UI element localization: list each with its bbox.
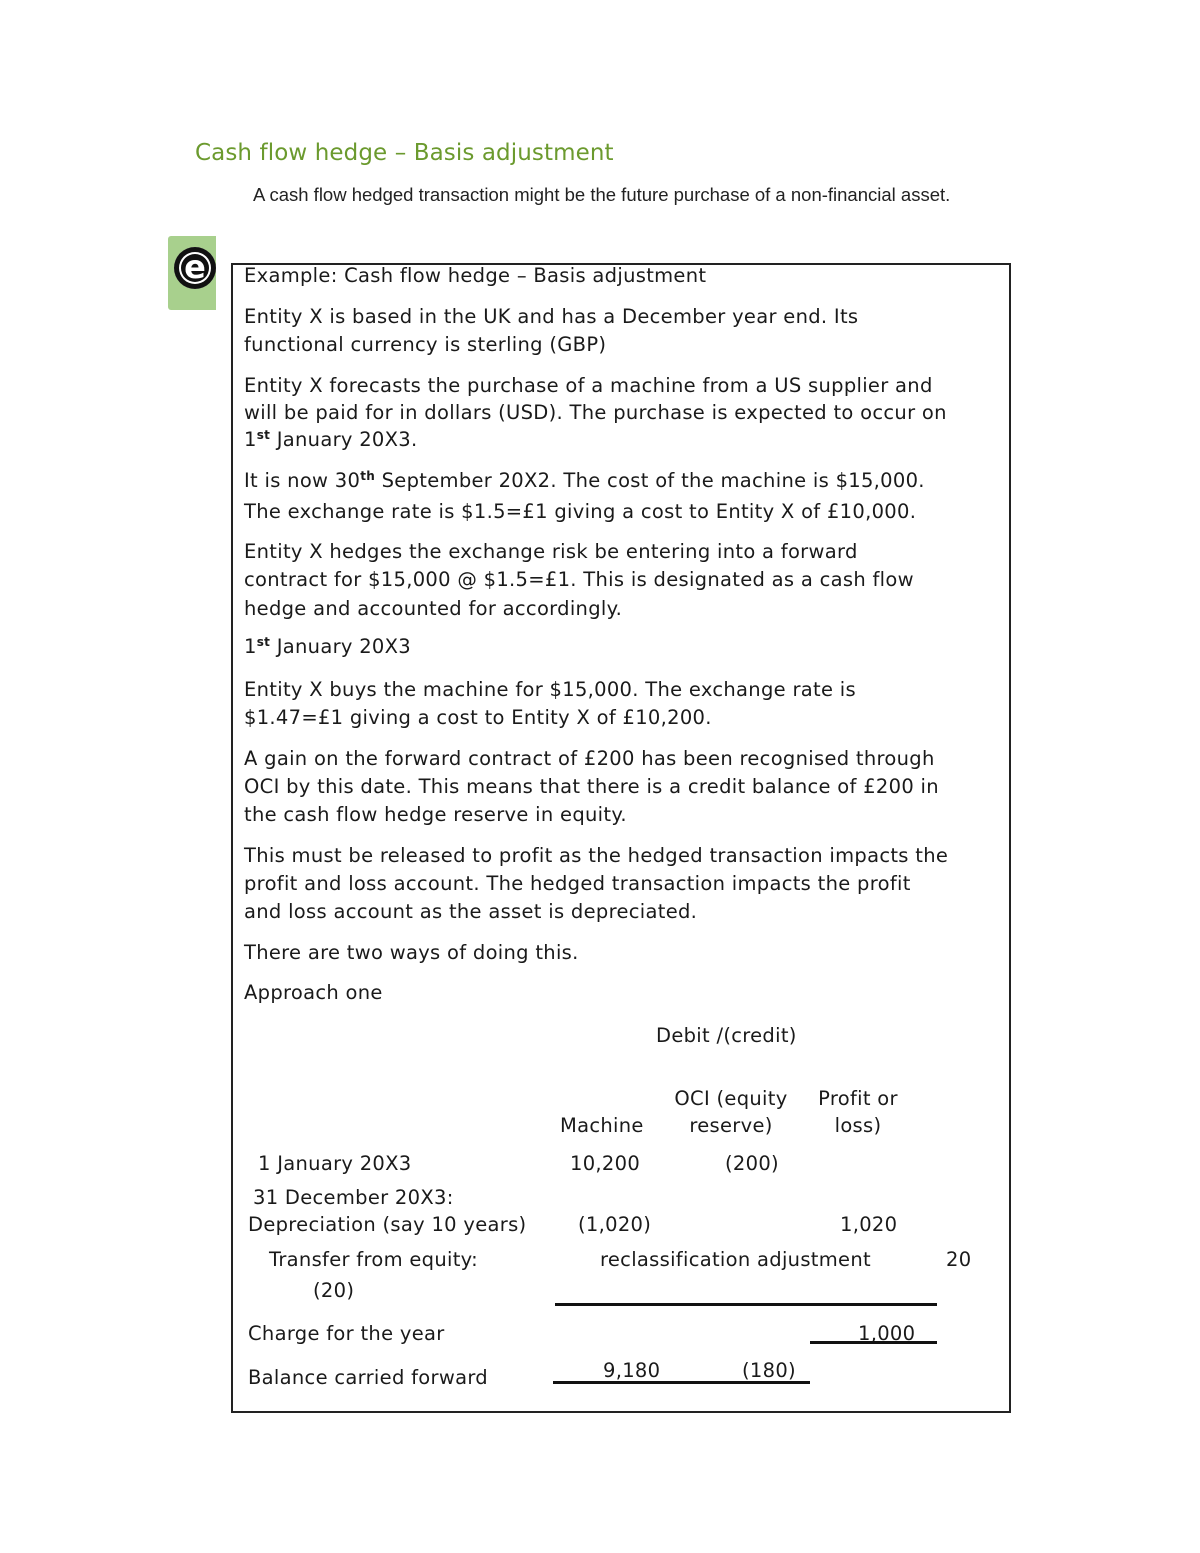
para-2-line-2: will be paid for in dollars (USD). The purchase is expected to occur on <box>244 401 947 424</box>
row3-label: Transfer from equity: <box>269 1248 478 1271</box>
example-badge <box>168 236 216 310</box>
para-8: There are two ways of doing this. <box>244 941 579 964</box>
para-5-line-2: $1.47=£1 giving a cost to Entity X of £10,200. <box>244 706 712 729</box>
para-7-line-3: and loss account as the asset is depreciated. <box>244 900 698 923</box>
row4-label: Charge for the year <box>248 1322 445 1345</box>
row5-oci: (180) <box>742 1359 796 1382</box>
para-4-line-3: hedge and accounted for accordingly. <box>244 597 623 620</box>
col-header-machine: Machine <box>560 1114 644 1137</box>
row2-label-line-2: Depreciation (say 10 years) <box>248 1213 527 1236</box>
para-7-line-1: This must be released to profit as the hedged transaction impacts the <box>244 844 949 867</box>
balance-underline <box>553 1381 810 1384</box>
para-3-line-2: The exchange rate is $1.5=£1 giving a cost to Entity X of £10,000. <box>244 500 917 523</box>
para-1-line-1: Entity X is based in the UK and has a December year end. Its <box>244 305 859 328</box>
para-6-line-3: the cash flow hedge reserve in equity. <box>244 803 627 826</box>
row3-value: 20 <box>946 1248 972 1271</box>
row2-pl: 1,020 <box>840 1213 898 1236</box>
para-7-line-2: profit and loss account. The hedged transaction impacts the profit <box>244 872 911 895</box>
row1-oci: (200) <box>725 1152 779 1175</box>
example-icon: e <box>174 247 216 289</box>
para-6-line-1: A gain on the forward contract of £200 has been recognised through <box>244 747 935 770</box>
row1-machine: 10,200 <box>570 1152 641 1175</box>
date-heading: 1st January 20X3 <box>244 635 412 658</box>
approach-heading: Approach one <box>244 981 383 1004</box>
row5-label: Balance carried forward <box>248 1366 488 1389</box>
row1-label: 1 January 20X3 <box>258 1152 412 1175</box>
intro-paragraph: A cash flow hedged transaction might be the future purchase of a non-financial asset. <box>253 184 951 205</box>
row3-sub-value: (20) <box>313 1279 355 1302</box>
example-title: Example: Cash flow hedge – Basis adjustment <box>244 264 707 287</box>
para-2-line-1: Entity X forecasts the purchase of a machine from a US supplier and <box>244 374 933 397</box>
para-3-line-1: It is now 30th September 20X2. The cost of the machine is $15,000. <box>244 469 925 492</box>
para-6-line-2: OCI by this date. This means that there is a credit balance of £200 in <box>244 775 939 798</box>
para-2-line-3: 1st January 20X3. <box>244 428 418 451</box>
total-rule <box>555 1303 937 1306</box>
table-group-header: Debit /(credit) <box>656 1024 797 1047</box>
para-1-line-2: functional currency is sterling (GBP) <box>244 333 607 356</box>
row2-label-line-1: 31 December 20X3: <box>253 1186 454 1209</box>
charge-underline <box>810 1341 937 1344</box>
row2-machine: (1,020) <box>578 1213 652 1236</box>
para-5-line-1: Entity X buys the machine for $15,000. The exchange rate is <box>244 678 856 701</box>
col-header-oci: OCI (equity reserve) <box>674 1087 788 1137</box>
para-4-line-2: contract for $15,000 @ $1.5=£1. This is designated as a cash flow <box>244 568 914 591</box>
col-header-pl: Profit or loss) <box>818 1087 898 1137</box>
row3-description: reclassification adjustment <box>600 1248 871 1271</box>
row5-machine: 9,180 <box>603 1359 661 1382</box>
row4-pl: 1,000 <box>858 1322 916 1345</box>
para-4-line-1: Entity X hedges the exchange risk be entering into a forward <box>244 540 858 563</box>
page-title: Cash flow hedge – Basis adjustment <box>195 140 614 166</box>
